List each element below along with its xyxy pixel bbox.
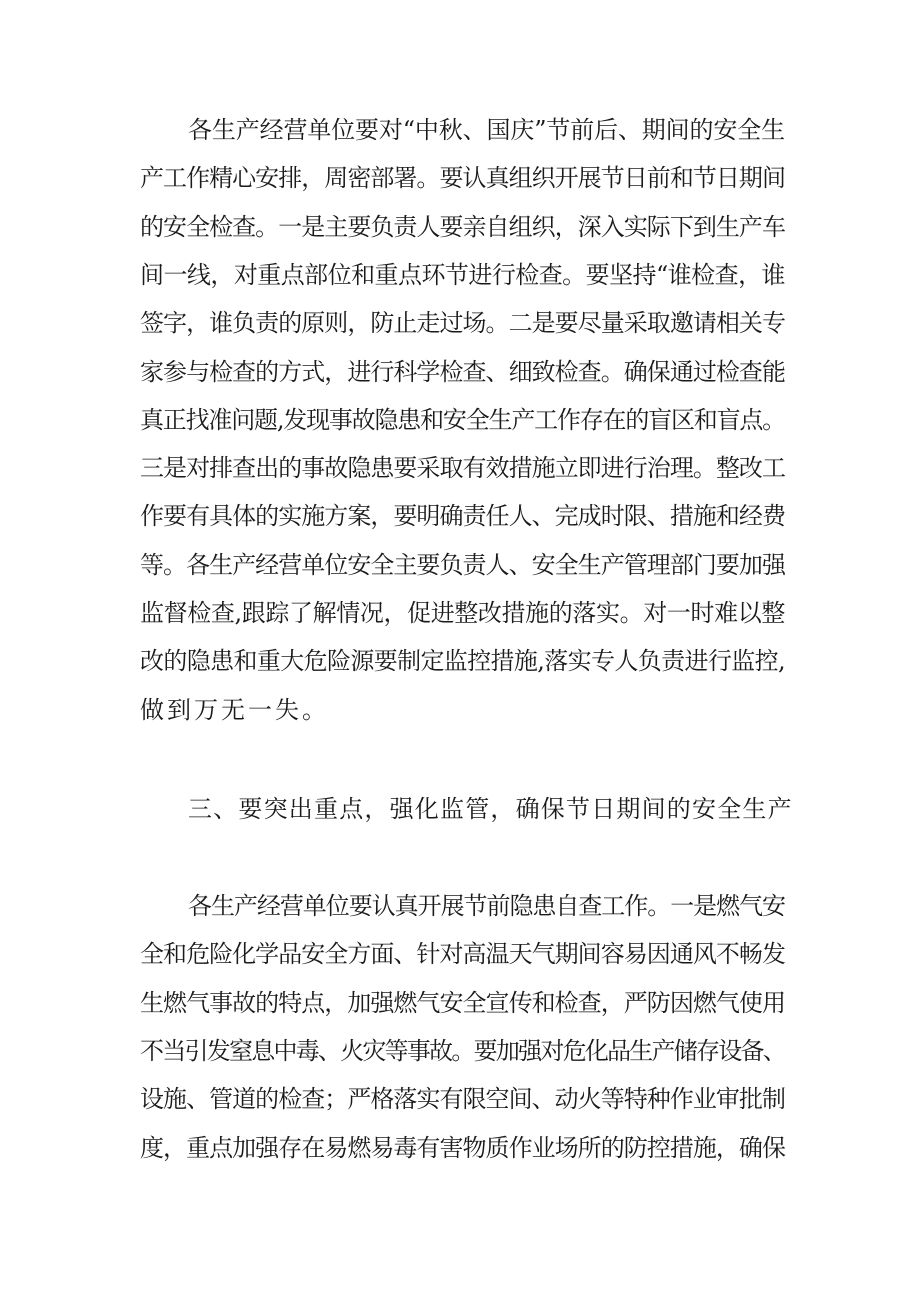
paragraph2-line: 不当引发窒息中毒、火灾等事故。要加强对危化品生产储存设备、 (140, 1036, 785, 1065)
paragraph2-line: 生燃气事故的特点，加强燃气安全宣传和检查，严防因燃气使用 (140, 988, 785, 1017)
paragraph2-line: 设施、管道的检查；严格落实有限空间、动火等特种作业审批制 (140, 1085, 785, 1114)
paragraph2-line: 全和危险化学品安全方面、针对高温天气期间容易因通风不畅发 (140, 940, 785, 969)
paragraph1-line: 作要有具体的实施方案，要明确责任人、完成时限、措施和经费 (140, 502, 785, 531)
paragraph1-line: 家参与检查的方式，进行科学检查、细致检查。确保通过检查能 (140, 357, 785, 386)
paragraph1-line: 监督检查,跟踪了解情况，促进整改措施的落实。对一时难以整 (140, 599, 785, 627)
paragraph1-line: 等。各生产经营单位安全主要负责人、安全生产管理部门要加强 (140, 550, 785, 579)
paragraph1-line: 做到万无一失。 (140, 695, 329, 724)
paragraph1-line: 真正找准问题,发现事故隐患和安全生产工作存在的盲区和盲点。 (140, 405, 785, 434)
paragraph1-line: 的安全检查。一是主要负责人要亲自组织，深入实际下到生产车 (140, 212, 785, 241)
paragraph1-line: 产工作精心安排，周密部署。要认真组织开展节日前和节日期间 (140, 164, 785, 193)
paragraph1-line: 签字，谁负责的原则，防止走过场。二是要尽量采取邀请相关专 (140, 309, 785, 338)
paragraph2-line: 各生产经营单位要认真开展节前隐患自查工作。一是燃气安 (188, 892, 785, 920)
paragraph2-line: 度，重点加强存在易燃易毒有害物质作业场所的防控措施，确保 (140, 1133, 785, 1162)
section-heading-3: 三、要突出重点，强化监管，确保节日期间的安全生产 (188, 795, 793, 823)
paragraph1-line: 三是对排查出的事故隐患要采取有效措施立即进行治理。整改工 (140, 454, 785, 483)
paragraph1-line: 各生产经营单位要对“中秋、国庆”节前后、期间的安全生 (188, 116, 785, 144)
paragraph1-line: 间一线，对重点部位和重点环节进行检查。要坚持“谁检查，谁 (140, 260, 785, 289)
paragraph1-line: 改的隐患和重大危险源要制定监控措施,落实专人负责进行监控, (140, 647, 785, 676)
